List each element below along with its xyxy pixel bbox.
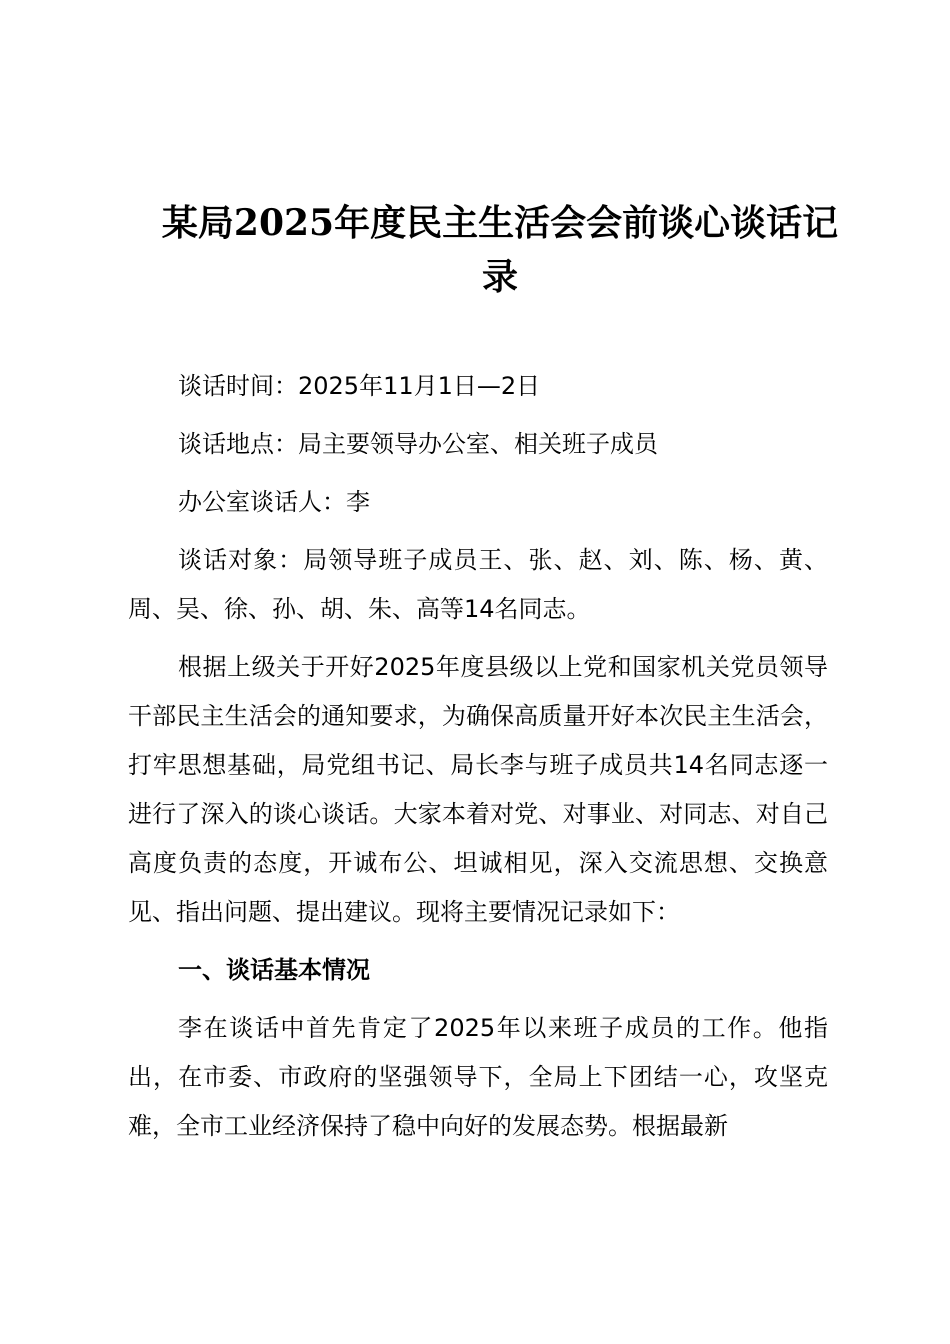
section-heading: 一、谈话基本情况 — [178, 956, 370, 984]
section-paragraph: 李在谈话中首先肯定了2025年以来班子成员的工作。他指出，在市委、市政府的坚强领导下，全局上下团结一心，攻坚克难，全市工业经济保持了稳中向好的发展态势。根据最新 — [128, 1014, 828, 1140]
meta-office: 办公室谈话人：李 — [178, 488, 370, 516]
document-body — [128, 362, 828, 1160]
intro-paragraph: 根据上级关于开好2025年度县级以上党和国家机关党员领导干部民主生活会的通知要求，为确保高质量开好本次民主生活会，打牢思想基础，局党组书记、局长李与班子成员共14名同志逐一进行了深入的谈心谈话。大家本着对党、对事业、对同志、对自己高度负责的态度，开诚布公、坦诚相见，深入交流思想、交换意见、指出问题、提出建议。现将主要情况记录如下： — [128, 653, 828, 926]
document-title: 某局2025年度民主生活会会前谈心谈话记录 — [161, 202, 839, 298]
meta-place: 谈话地点：局主要领导办公室、相关班子成员 — [178, 430, 658, 458]
meta-subjects: 谈话对象：局领导班子成员王、张、赵、刘、陈、杨、黄、周、吴、徐、孙、胡、朱、高等14名同志。 — [128, 546, 828, 623]
meta-time: 谈话时间：2025年11月1日—2日 — [178, 372, 541, 400]
